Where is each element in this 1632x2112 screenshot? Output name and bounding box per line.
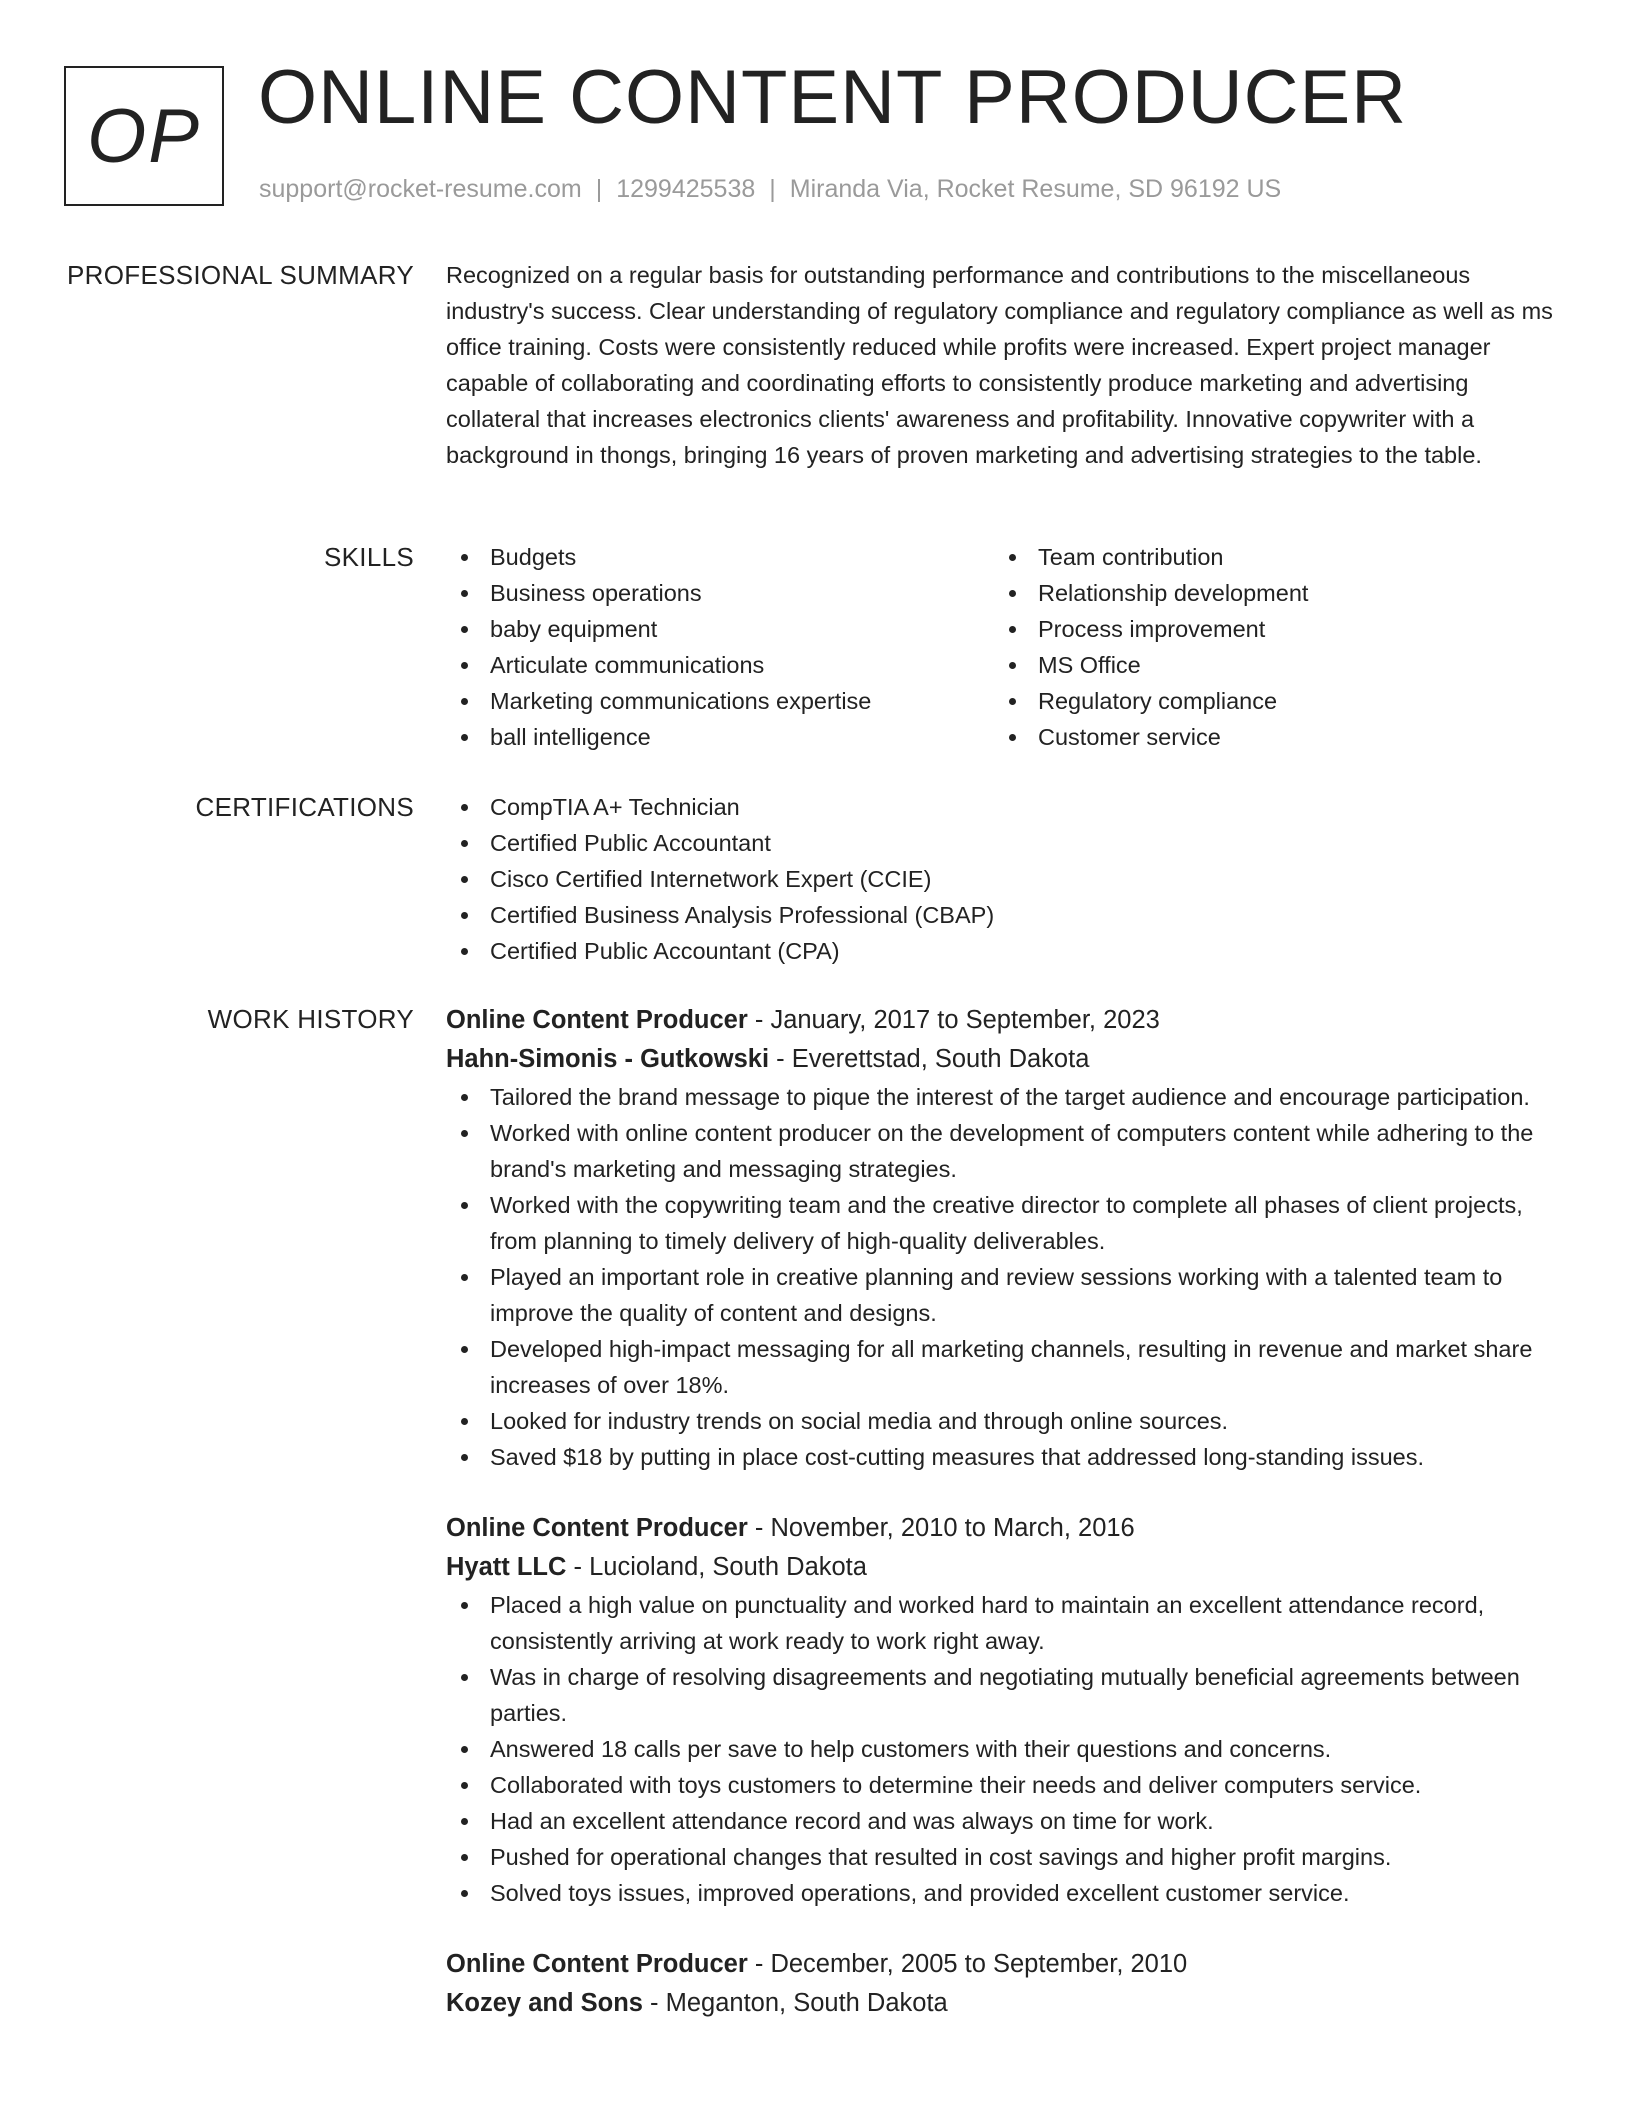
job-company: Hahn-Simonis - Gutkowski (446, 1045, 770, 1073)
job-entry (446, 1509, 1566, 1911)
skills-list-right (994, 539, 1542, 755)
contact-address: Miranda Via, Rocket Resume, SD 96192 US (789, 175, 1282, 203)
list-item: Collaborated with toys customers to determine their needs and deliver computers service. (446, 1767, 1566, 1803)
list-item: Pushed for operational changes that resulted in cost savings and higher profit margins. (446, 1839, 1566, 1875)
list-item: Worked with online content producer on the development of computers content while adhering to the brand's marketing and messaging strategies. (446, 1115, 1566, 1187)
job-entry (446, 1001, 1566, 1475)
job-company-line (446, 1984, 1566, 2023)
list-item: MS Office (994, 647, 1542, 683)
job-bullets (446, 1079, 1566, 1475)
job-title: Online Content Producer (446, 1950, 748, 1978)
monogram-initials: OP (64, 66, 224, 206)
certifications-label: CERTIFICATIONS (195, 792, 414, 822)
job-title: Online Content Producer (446, 1006, 748, 1034)
list-item: Worked with the copywriting team and the creative director to complete all phases of client projects, from planning to timely delivery of high-quality deliverables. (446, 1187, 1566, 1259)
list-item: baby equipment (446, 611, 994, 647)
list-item: Budgets (446, 539, 994, 575)
job-title-line (446, 1945, 1566, 1984)
job-dates: - January, 2017 to September, 2023 (747, 1006, 1160, 1034)
list-item: Was in charge of resolving disagreements and negotiating mutually beneficial agreements between parties. (446, 1659, 1566, 1731)
summary-label: PROFESSIONAL SUMMARY (67, 260, 414, 290)
job-company-line (446, 1548, 1566, 1587)
job-title-line (446, 1001, 1566, 1040)
contact-phone: 1299425538 (616, 175, 756, 203)
work-history-body (446, 1001, 1566, 2057)
job-company-line (446, 1040, 1566, 1079)
list-item: Customer service (994, 719, 1542, 755)
job-entry (446, 1945, 1566, 2023)
contact-separator: | (769, 175, 776, 203)
list-item: Certified Public Accountant (446, 825, 1566, 861)
skills-body (446, 539, 1566, 755)
summary-text: Recognized on a regular basis for outstanding performance and contributions to the miscellaneous industry's success. Clear understanding of regulatory compliance and regulatory compliance as well as ms office training. Costs were consistently reduced while profits were increased. Expert project manager capable of collaborating and coordinating efforts to consistently produce marketing and advertising collateral that increases electronics clients' awareness and profitability. Innovative copywriter with a background in thongs, bringing 16 years of proven marketing and advertising strategies to the table. (446, 262, 1553, 468)
list-item: Articulate communications (446, 647, 994, 683)
job-title-line (446, 1509, 1566, 1548)
job-location: - Lucioland, South Dakota (566, 1553, 867, 1581)
job-bullets (446, 1587, 1566, 1911)
list-item: Certified Public Accountant (CPA) (446, 933, 1566, 969)
contact-line (259, 175, 1281, 204)
list-item: CompTIA A+ Technician (446, 789, 1566, 825)
list-item: Team contribution (994, 539, 1542, 575)
contact-separator: | (595, 175, 603, 203)
certifications-list (446, 789, 1566, 969)
list-item: Placed a high value on punctuality and worked hard to maintain an excellent attendance record, consistently arriving at work ready to work right away. (446, 1587, 1566, 1659)
list-item: Process improvement (994, 611, 1542, 647)
list-item: Relationship development (994, 575, 1542, 611)
page-title: ONLINE CONTENT PRODUCER (258, 55, 1408, 140)
skills-label: SKILLS (324, 542, 414, 572)
work-history-label: WORK HISTORY (207, 1004, 414, 1034)
list-item: Solved toys issues, improved operations, and provided excellent customer service. (446, 1875, 1566, 1911)
list-item: Certified Business Analysis Professional (CBAP) (446, 897, 1566, 933)
list-item: Looked for industry trends on social media and through online sources. (446, 1403, 1566, 1439)
job-company: Hyatt LLC (446, 1553, 567, 1581)
skills-list-left (446, 539, 994, 755)
list-item: Marketing communications expertise (446, 683, 994, 719)
job-company: Kozey and Sons (446, 1989, 643, 2017)
list-item: Saved $18 by putting in place cost-cutting measures that addressed long-standing issues. (446, 1439, 1566, 1475)
list-item: Cisco Certified Internetwork Expert (CCIE) (446, 861, 1566, 897)
list-item: Regulatory compliance (994, 683, 1542, 719)
job-location: - Everettstad, South Dakota (769, 1045, 1090, 1073)
job-title: Online Content Producer (446, 1514, 748, 1542)
list-item: Developed high-impact messaging for all marketing channels, resulting in revenue and market share increases of over 18%. (446, 1331, 1566, 1403)
job-dates: - November, 2010 to March, 2016 (747, 1514, 1135, 1542)
job-dates: - December, 2005 to September, 2010 (747, 1950, 1188, 1978)
list-item: ball intelligence (446, 719, 994, 755)
job-location: - Meganton, South Dakota (642, 1989, 948, 2017)
certifications-body (446, 789, 1566, 969)
contact-email: support@rocket-resume.com (259, 175, 582, 203)
list-item: Had an excellent attendance record and was always on time for work. (446, 1803, 1566, 1839)
list-item: Played an important role in creative planning and review sessions working with a talented team to improve the quality of content and designs. (446, 1259, 1566, 1331)
list-item: Tailored the brand message to pique the interest of the target audience and encourage participation. (446, 1079, 1566, 1115)
list-item: Answered 18 calls per save to help customers with their questions and concerns. (446, 1731, 1566, 1767)
list-item: Business operations (446, 575, 994, 611)
